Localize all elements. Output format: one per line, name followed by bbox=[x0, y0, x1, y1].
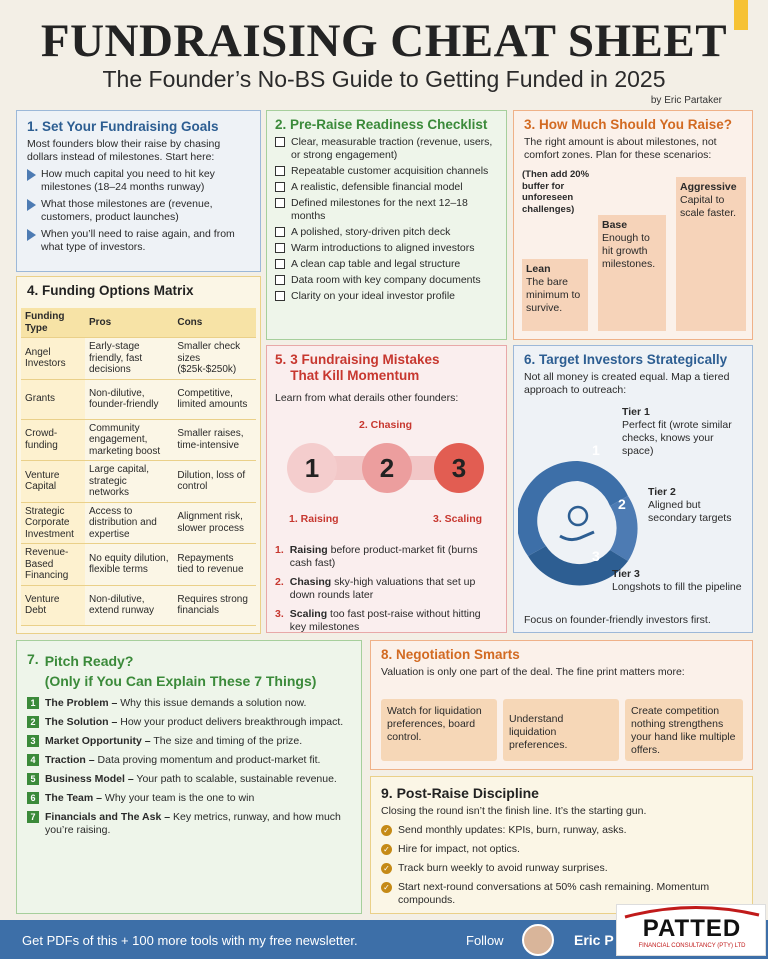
section-intro: Valuation is only one part of the deal. The fine print matters more: bbox=[381, 666, 685, 678]
section-title: 9. Post-Raise Discipline bbox=[381, 785, 539, 801]
section-pitch-ready bbox=[16, 640, 362, 914]
tier-number: 2 bbox=[618, 496, 626, 512]
follow-label: Follow bbox=[466, 933, 504, 948]
check-icon: ✓ bbox=[381, 863, 392, 874]
check-icon: ✓ bbox=[381, 844, 392, 855]
tier-number: 3 bbox=[592, 548, 600, 564]
page-subtitle: The Founder’s No-BS Guide to Getting Funded in 2025 bbox=[102, 66, 666, 92]
negotiation-card: Understand liquidation preferences. bbox=[503, 699, 619, 761]
list-item: What those milestones are (revenue, customers, product launches) bbox=[27, 198, 250, 224]
brand-logo bbox=[616, 904, 766, 956]
section-target-investors bbox=[513, 345, 753, 633]
scenario-bar-lean: Lean The bare minimum to survive. bbox=[522, 259, 588, 331]
section-title: 4. Funding Options Matrix bbox=[27, 283, 194, 298]
mistake-circle-2: 2 bbox=[362, 443, 412, 493]
table-row: Grants Non-dilutive, founder-friendly Competitive, limited amounts bbox=[21, 379, 256, 419]
mistake-circle-3: 3 bbox=[434, 443, 484, 493]
section-title: 8. Negotiation Smarts bbox=[381, 647, 520, 662]
checklist-item: Data room with key company documents bbox=[275, 274, 498, 287]
table-header: Funding Type Pros Cons bbox=[21, 308, 256, 338]
negotiation-card: Create competition nothing strengthens your hand like multiple offers. bbox=[625, 699, 743, 761]
check-icon: ✓ bbox=[381, 882, 392, 893]
checkbox-icon bbox=[275, 291, 285, 301]
tier-3: Tier 3 Longshots to fill the pipeline bbox=[612, 568, 742, 593]
section-heading: 5. 3 Fundraising Mistakes That Kill Momentum bbox=[275, 352, 440, 383]
list-item: 3. Scaling too fast post-raise without hitting key milestones bbox=[275, 608, 481, 633]
section-intro: Closing the round isn’t the finish line. It’s the starting gun. bbox=[381, 805, 647, 817]
checklist-item: A clean cap table and legal structure bbox=[275, 258, 498, 271]
section-intro: The right amount is about milestones, not comfort zones. Plan for these scenarios: bbox=[524, 136, 717, 161]
tier-1: Tier 1 Perfect fit (wrote similar checks, knows your space) bbox=[622, 406, 732, 457]
triangle-bullet-icon bbox=[27, 199, 36, 211]
avatar[interactable] bbox=[522, 924, 554, 956]
checklist-item: Repeatable customer acquisition channels bbox=[275, 165, 498, 178]
checkbox-icon bbox=[275, 243, 285, 253]
list-item: 2. Chasing sky-high valuations that set up down rounds later bbox=[275, 576, 476, 601]
list-item: ✓ Track burn weekly to avoid runway surprises. bbox=[381, 862, 742, 875]
section-intro: Learn from what derails other founders: bbox=[275, 392, 459, 404]
section-checklist bbox=[266, 110, 507, 340]
table-row: Angel Investors Early-stage friendly, fast decisions Smaller check sizes ($25k-$250k) bbox=[21, 338, 256, 380]
scenario-bar-base: Base Enough to hit growth milestones. bbox=[598, 215, 666, 331]
list-item: 5 Business Model – Your path to scalable, sustainable revenue. bbox=[27, 773, 351, 786]
section-mistakes bbox=[266, 345, 507, 633]
list-item: 2 The Solution – How your product delivers breakthrough impact. bbox=[27, 716, 351, 729]
newsletter-link[interactable]: Get PDFs of this + 100 more tools with my free newsletter. bbox=[22, 933, 358, 948]
table-row: Revenue-Based Financing No equity dilution, flexible terms Repayments tied to revenue bbox=[21, 544, 256, 586]
checkbox-icon bbox=[275, 198, 285, 208]
section-title: 2. Pre-Raise Readiness Checklist bbox=[275, 117, 488, 132]
scenario-bar-aggressive: Aggressive Capital to scale faster. bbox=[676, 177, 746, 331]
checklist-item: Clarity on your ideal investor profile bbox=[275, 290, 498, 303]
mistake-label: 1. Raising bbox=[289, 513, 339, 525]
checkbox-icon bbox=[275, 182, 285, 192]
section-funding-matrix bbox=[16, 276, 261, 634]
checklist-item: Warm introductions to aligned investors bbox=[275, 242, 498, 255]
tier-footnote: Focus on founder-friendly investors first. bbox=[524, 614, 711, 626]
byline: by Eric Partaker bbox=[650, 95, 722, 106]
page-title: FUNDRAISING CHEAT SHEET bbox=[40, 15, 728, 67]
section-heading: 7. Pitch Ready? (Only if You Can Explain These 7 Things) bbox=[27, 651, 317, 689]
section-negotiation bbox=[370, 640, 753, 770]
list-item: 4 Traction – Data proving momentum and product-market fit. bbox=[27, 754, 351, 767]
section-title: 1. Set Your Fundraising Goals bbox=[27, 119, 219, 134]
triangle-bullet-icon bbox=[27, 229, 36, 241]
table-row: Strategic Corporate Investment Access to distribution and expertise Alignment risk, slower process bbox=[21, 502, 256, 544]
section-title: 3. How Much Should You Raise? bbox=[524, 117, 733, 132]
table-row: Venture Capital Large capital, strategic networks Dilution, loss of control bbox=[21, 461, 256, 503]
pitch-list bbox=[27, 697, 351, 837]
section-intro: Not all money is created equal. Map a tiered approach to outreach: bbox=[524, 371, 730, 396]
checklist-item: A realistic, defensible financial model bbox=[275, 181, 498, 194]
mistake-label: 2. Chasing bbox=[359, 419, 413, 431]
list-item: 1 The Problem – Why this issue demands a solution now. bbox=[27, 697, 351, 710]
list-item: 1. Raising before product-market fit (burns cash fast) bbox=[275, 544, 478, 569]
tier-number: 1 bbox=[592, 442, 600, 458]
list-item: ✓ Start next-round conversations at 50% cash remaining. Momentum compounds. bbox=[381, 881, 742, 907]
checklist-item: Defined milestones for the next 12–18 months bbox=[275, 197, 498, 223]
mistake-label: 3. Scaling bbox=[433, 513, 483, 525]
mistake-list bbox=[275, 538, 497, 634]
checkbox-icon bbox=[275, 166, 285, 176]
list-item: ✓ Send monthly updates: KPIs, burn, runway, asks. bbox=[381, 824, 742, 837]
checkbox-icon bbox=[275, 259, 285, 269]
list-item: How much capital you need to hit key milestones (18–24 months runway) bbox=[27, 168, 250, 194]
table-row: Crowd-funding Community engagement, marketing boost Smaller raises, time-intensive bbox=[21, 419, 256, 461]
list-item: 7 Financials and The Ask – Key metrics, runway, and how much you’re raising. bbox=[27, 811, 351, 837]
logo-subtext: FINANCIAL CONSULTANCY (PTY) LTD bbox=[638, 943, 746, 949]
list-item: When you’ll need to raise again, and from what type of investors. bbox=[27, 228, 250, 254]
funding-table bbox=[21, 308, 256, 626]
checkbox-icon bbox=[275, 137, 285, 147]
triangle-bullet-icon bbox=[27, 169, 36, 181]
mistake-circle-1: 1 bbox=[287, 443, 337, 493]
list-item: 3 Market Opportunity – The size and timing of the prize. bbox=[27, 735, 351, 748]
checklist-item: Clear, measurable traction (revenue, users, or strong engagement) bbox=[275, 136, 498, 162]
section-intro: Most founders blow their raise by chasing dollars instead of milestones. Start here: bbox=[27, 138, 221, 163]
buffer-note: (Then add 20% buffer for unforeseen challenges) bbox=[522, 169, 590, 215]
checklist-item: A polished, story-driven pitch deck bbox=[275, 226, 498, 239]
section-title: 6. Target Investors Strategically bbox=[524, 352, 728, 367]
list-item: ✓ Hire for impact, not optics. bbox=[381, 843, 742, 856]
logo-text: PATTED bbox=[642, 915, 742, 942]
author-name: Eric P bbox=[574, 932, 614, 948]
check-icon: ✓ bbox=[381, 825, 392, 836]
table-row: Venture Debt Non-dilutive, extend runway Requires strong financials bbox=[21, 585, 256, 625]
negotiation-card: Watch for liquidation preferences, board control. bbox=[381, 699, 497, 761]
list-item: 6 The Team – Why your team is the one to win bbox=[27, 792, 351, 805]
tier-2: Tier 2 Aligned but secondary targets bbox=[648, 486, 732, 524]
section-goals bbox=[16, 110, 261, 272]
checkbox-icon bbox=[275, 275, 285, 285]
checkbox-icon bbox=[275, 227, 285, 237]
section-post-raise bbox=[370, 776, 753, 914]
section-raise-amount bbox=[513, 110, 753, 340]
